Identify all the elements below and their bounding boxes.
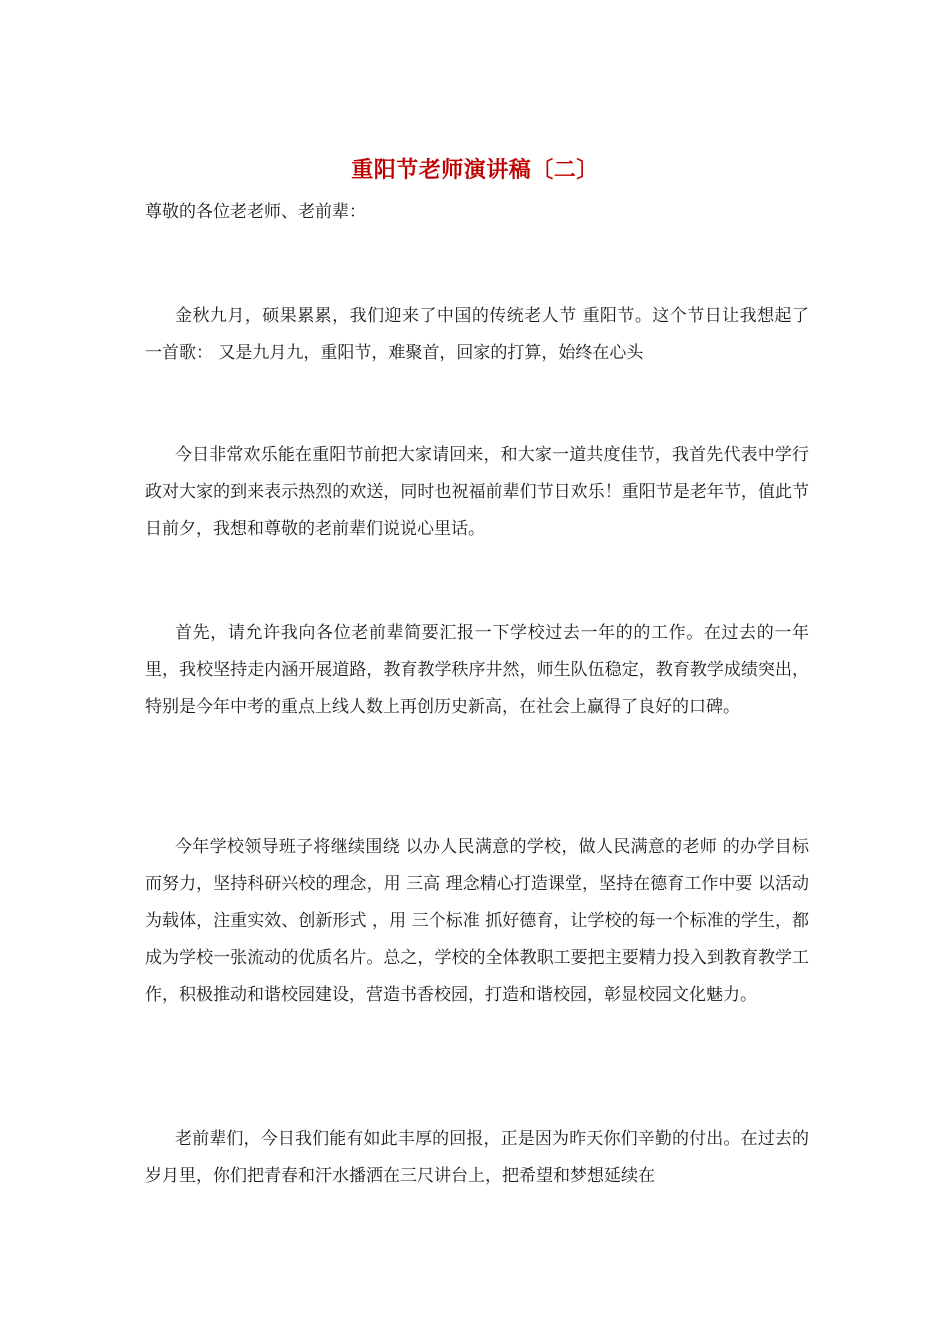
paragraph-3: 首先，请允许我向各位老前辈简要汇报一下学校过去一年的的工作。在过去的一年里，我校坚持走内涵开展道路，教育教学秩序井然，师生队伍稳定，教育教学成绩突出，特别是今年中考的重点上线人数上再创历史新高，在社会上赢得了良好的口碑。 [145, 623, 809, 717]
salutation: 尊敬的各位老老师、老前辈： [145, 202, 366, 222]
paragraph-1: 金秋九月，硕果累累，我们迎来了中国的传统老人节 重阳节。这个节日让我想起了一首歌： 又是九月九，重阳节，难聚首，回家的打算，始终在心头 [145, 306, 809, 363]
paragraph-4: 今年学校领导班子将继续围绕 以办人民满意的学校，做人民满意的老师 的办学目标而努力，坚持科研兴校的理念，用 三高 理念精心打造课堂，坚持在德育工作中要 以活动为载体，注重实效、创新形式 ，用 三个标准 抓好德育，让学校的每一个标准的学生，都成为学校一张流动的优质名片。总之，学校的全体教职工要把主要精力投入到教育教学工作，积极推动和谐校园建设，营造书香校园，打造和谐校园，彰显校园文化魅力。 [145, 837, 809, 1005]
paragraph-2: 今日非常欢乐能在重阳节前把大家请回来，和大家一道共度佳节，我首先代表中学行政对大家的到来表示热烈的欢送，同时也祝福前辈们节日欢乐！重阳节是老年节，值此节日前夕，我想和尊敬的老前辈们说说心里话。 [145, 445, 809, 539]
paragraph-5: 老前辈们，今日我们能有如此丰厚的回报，正是因为昨天你们辛勤的付出。在过去的岁月里，你们把青春和汗水播洒在三尺讲台上，把希望和梦想延续在 [145, 1129, 809, 1186]
page-title: 重阳节老师演讲稿〔二〕 [351, 157, 599, 183]
